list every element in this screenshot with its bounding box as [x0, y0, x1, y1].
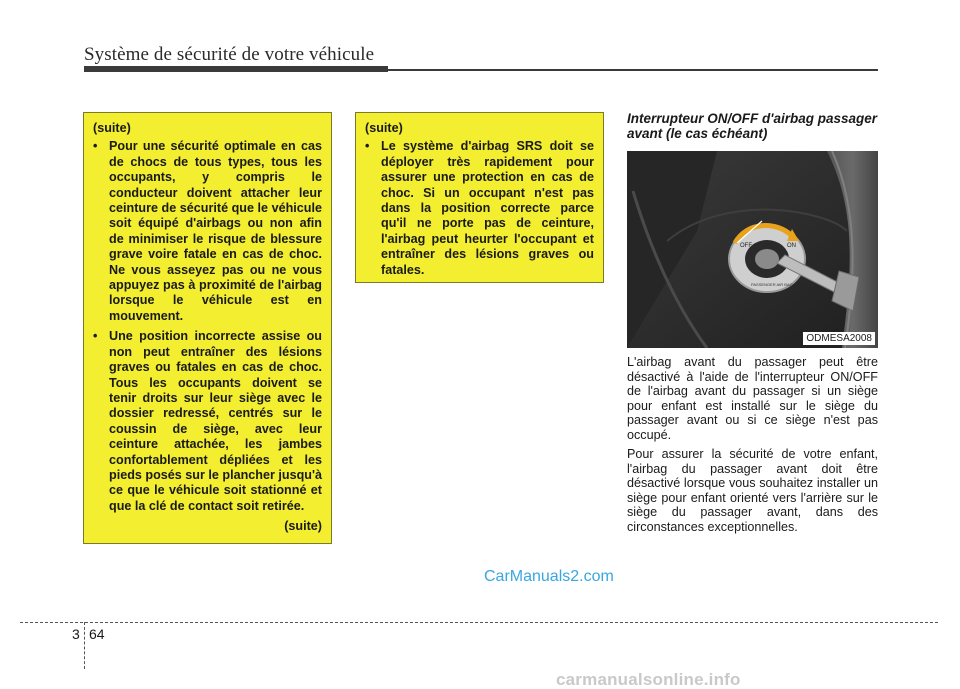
- page-header-title: Système de sécurité de votre véhicule: [84, 44, 375, 65]
- warning-item-text: Une position incorrecte assise ou non peut entraîner des lésions graves ou fatales en cas de choc. Tous les occupants doivent se tenir droits sur leur siège avec le dossier redressé, centrés sur le coussin de siège, avec leur ceinture attachée, les jambes confortablement dépliées et les pieds posés sur le plancher jusqu'à ce que le véhicule soit stationné et que la clé de contact soit retirée.: [109, 329, 322, 513]
- section-heading: Interrupteur ON/OFF d'airbag passager avant (le cas échéant): [627, 111, 878, 141]
- warning-suite-top: (suite): [365, 121, 403, 135]
- warning-item: [365, 139, 594, 278]
- warning-item: [93, 139, 322, 324]
- switch-off-label: OFF: [740, 243, 752, 249]
- switch-on-label: ON: [787, 243, 796, 249]
- watermark-link[interactable]: CarManuals2.com: [484, 568, 614, 585]
- header-rule-thin: [388, 69, 878, 71]
- bullet-icon: •: [93, 329, 98, 344]
- airbag-switch-figure: [627, 151, 878, 348]
- warning-item: [93, 329, 322, 514]
- airbag-switch-illustration: [627, 151, 878, 348]
- warning-suite-bottom: (suite): [284, 519, 322, 534]
- warning-box-middle: [355, 112, 604, 283]
- footer-divider: [20, 622, 938, 623]
- footer-vertical-divider: [84, 622, 85, 669]
- body-paragraph: L'airbag avant du passager peut être désactivé à l'aide de l'interrupteur ON/OFF de l'airbag avant du passager si un siège pour enfant est installé sur le siège du passager avant ou si ce siège n'est pas occupé.: [627, 355, 878, 442]
- warning-box-left: [83, 112, 332, 544]
- figure-code-label: ODMESA2008: [803, 332, 875, 345]
- switch-caption: PASSENGER AIR BAG: [751, 282, 793, 287]
- warning-item-text: Le système d'airbag SRS doit se déployer très rapidement pour assurer une protection en cas de choc. Si un occupant n'est pas dans la position correcte parce qu'il ne porte pas de ceinture, l'airbag peut heurter l'occupant et entraîner des lésions graves ou fatales.: [381, 139, 594, 277]
- header-rule-thick: [84, 66, 388, 72]
- bullet-icon: •: [365, 139, 370, 154]
- brand-watermark: carmanualsonline.info: [556, 670, 741, 689]
- bullet-icon: •: [93, 139, 98, 154]
- warning-list: [93, 139, 322, 514]
- warning-list: [365, 139, 594, 278]
- warning-item-text: Pour une sécurité optimale en cas de chocs de tous types, tous les occupants, y compris le conducteur doivent attacher leur ceinture de sécurité que le véhicule soit équipé d'airbags ou non afin de minimiser le risque de blessure grave voire fatale en cas de choc. Ne vous asseyez pas ou ne vous appuyez pas à proximité de l'airbag lorsque le véhicule est en mouvement.: [109, 139, 322, 323]
- page-number: 64: [89, 626, 105, 642]
- body-paragraph: Pour assurer la sécurité de votre enfant, l'airbag du passager avant doit être désactivé lorsque vous souhaitez installer un siège pour enfant orienté vers l'arrière sur le siège du passager avant, dans des circonstances exceptionnelles.: [627, 447, 878, 534]
- chapter-number: 3: [72, 626, 80, 642]
- warning-suite-top: (suite): [93, 121, 131, 135]
